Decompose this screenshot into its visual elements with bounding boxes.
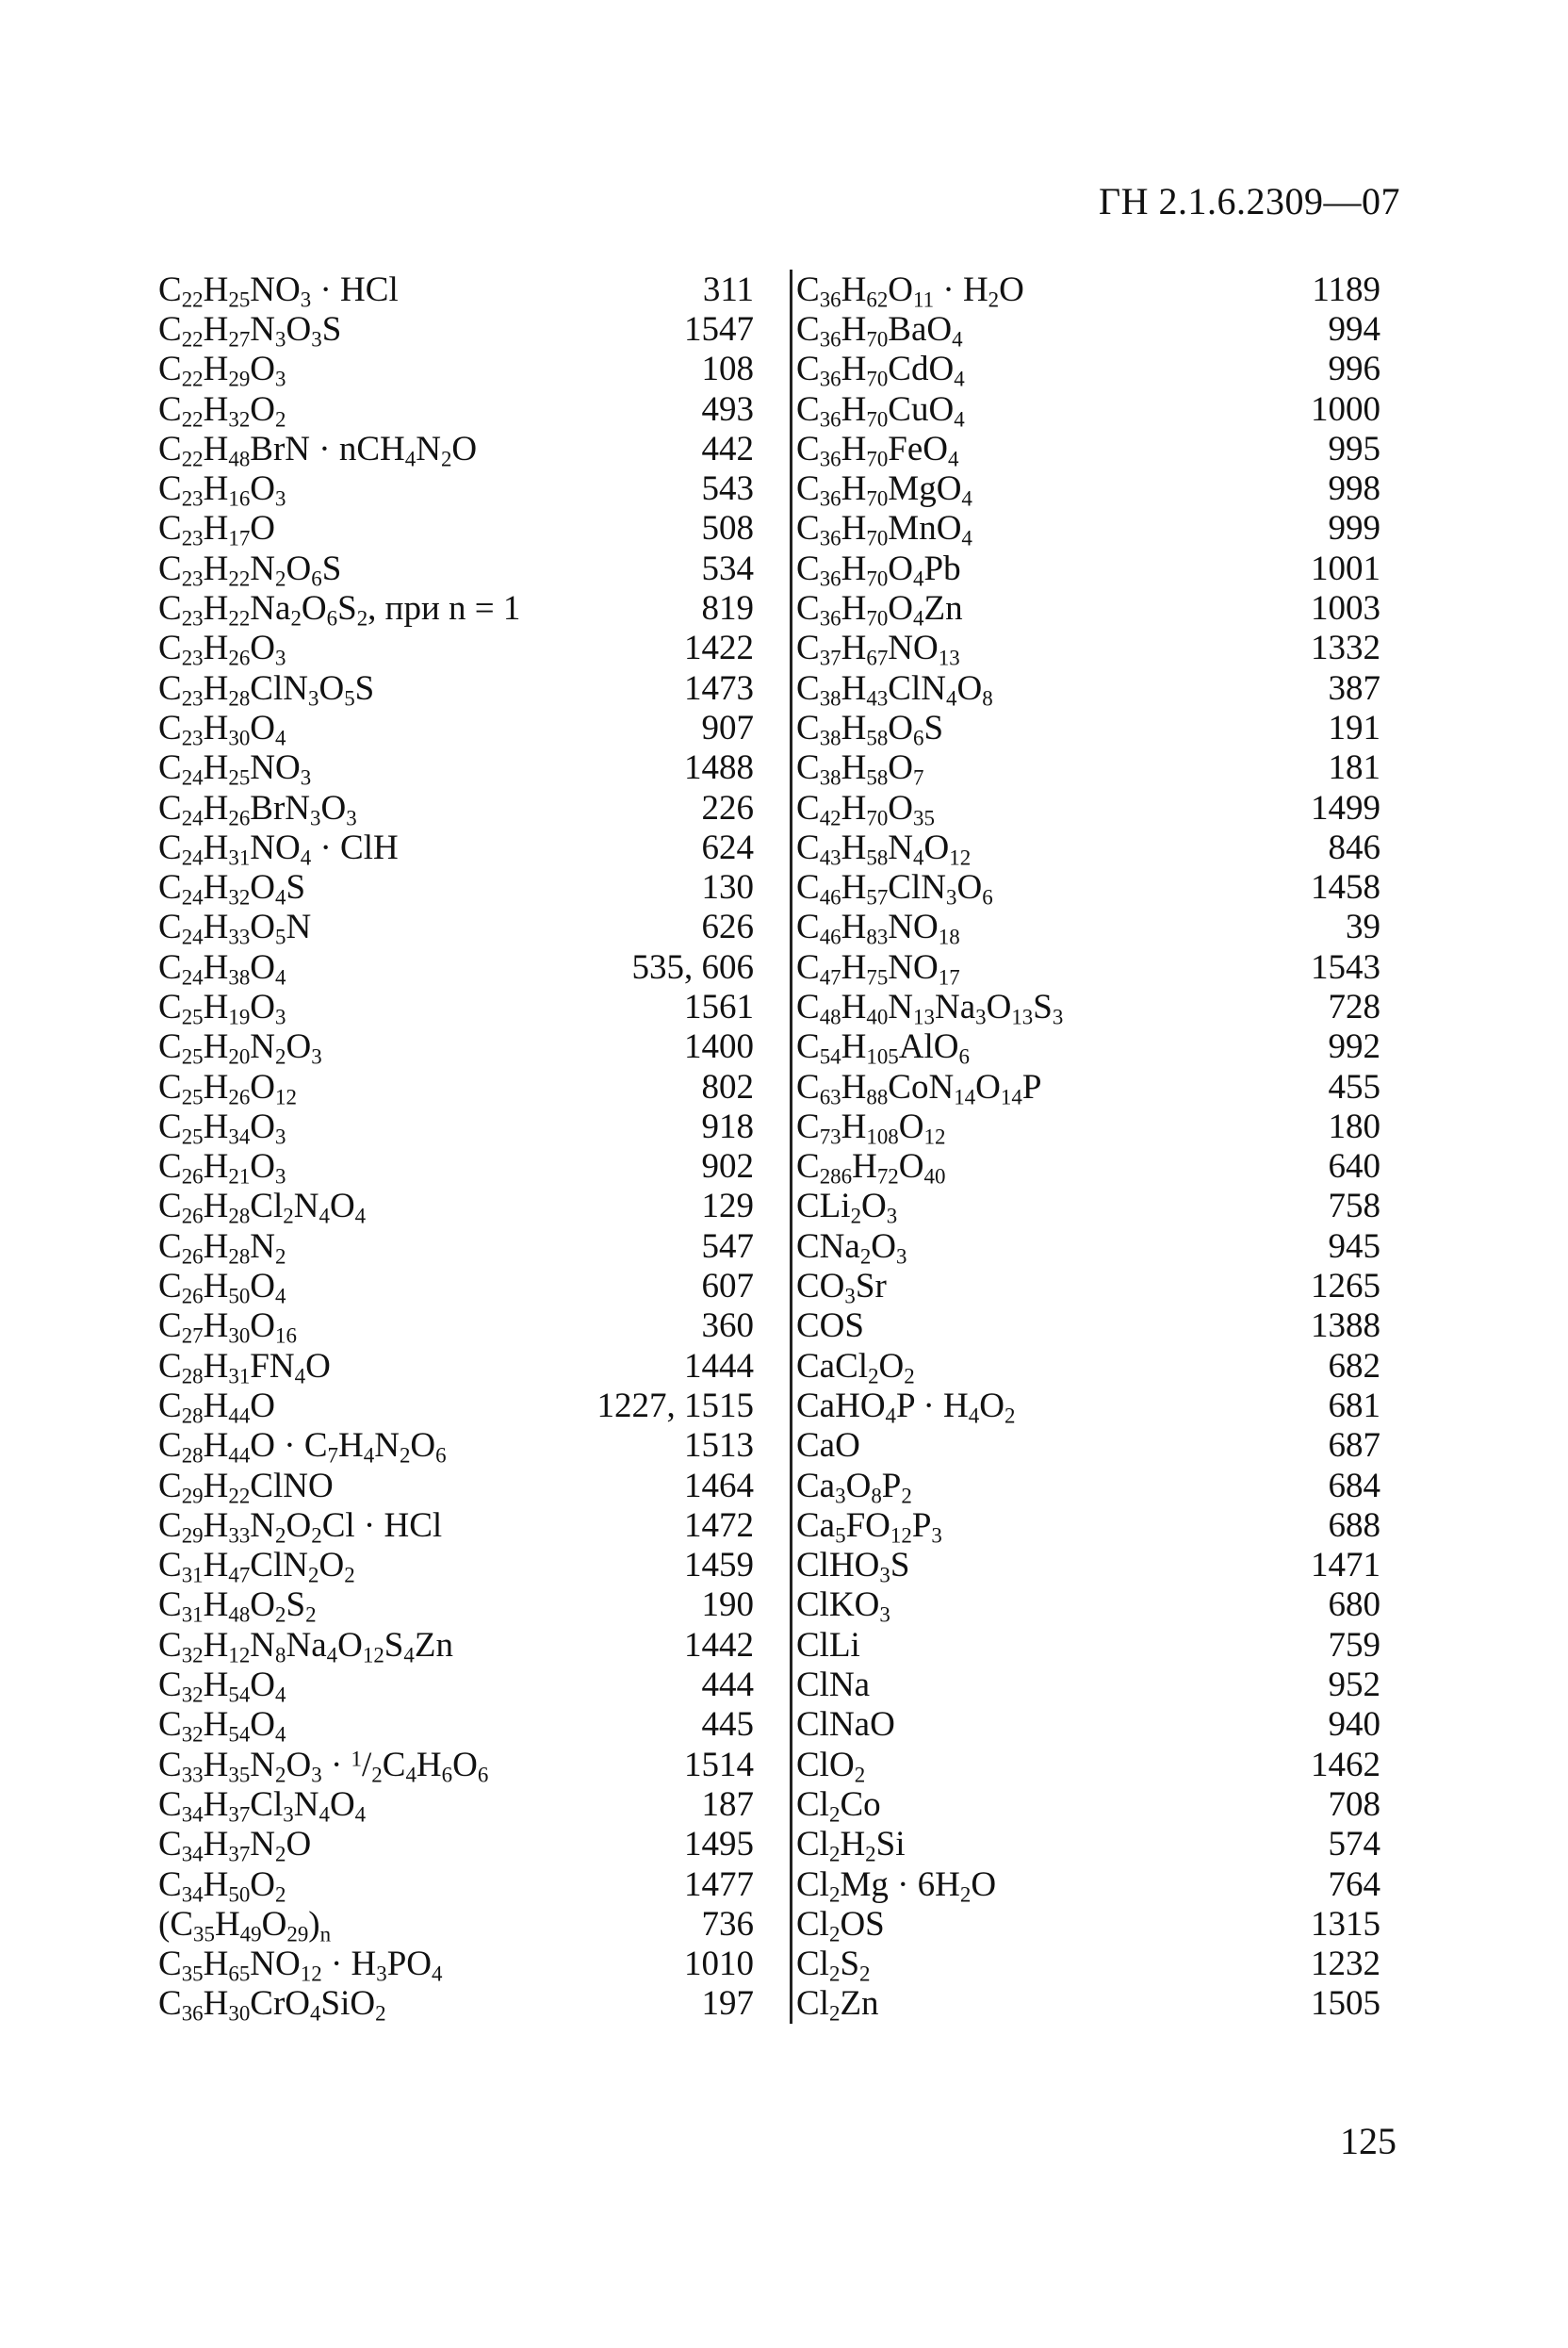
chemical-formula: $C_{26}H_{50}O_4$	[158, 1267, 286, 1308]
index-entry-row	[796, 1625, 1380, 1665]
index-entry-row	[158, 1426, 754, 1466]
chemical-formula: $C_{26}H_{28}N_2$	[158, 1226, 286, 1269]
index-entry-row	[796, 867, 1380, 910]
chemical-formula: $C_{36}H_{70}FeO_4$	[796, 429, 959, 471]
entry-number: 1444	[684, 1346, 754, 1386]
entry-number: 1477	[684, 1864, 754, 1904]
chemical-formula: $C_{36}H_{70}O_4Pb$	[796, 549, 961, 591]
index-entry-row	[796, 1226, 1380, 1269]
chemical-formula: $C_{22}H_{29}O_3$	[158, 350, 286, 391]
chemical-formula: $C_{26}H_{28}Cl_2N_4O_4$	[158, 1187, 367, 1228]
index-entry-row	[796, 588, 1380, 631]
chemical-formula: $C_{23}H_{17}O$	[158, 509, 276, 550]
index-entry-row	[796, 708, 1380, 750]
chemical-formula: $C_{27}H_{30}O_{16}$	[158, 1306, 297, 1348]
chemical-formula: $C_{47}H_{75}NO_{17}$	[796, 947, 960, 990]
chemical-formula: ClO$_2$	[796, 1745, 866, 1787]
index-entry-row	[158, 1825, 754, 1864]
chemical-formula: CaHO$_4$P · $H_4O_2$	[796, 1386, 1016, 1428]
chemical-formula: $C_{34}H_{37}Cl_3N_4O_4$	[158, 1784, 367, 1827]
entry-number: 681	[1328, 1386, 1380, 1425]
index-entry-row	[796, 1306, 1380, 1346]
entry-number: 802	[701, 1067, 754, 1107]
entry-number: 682	[1328, 1346, 1380, 1386]
chemical-formula: $C_{37}H_{67}NO_{13}$	[796, 629, 960, 670]
index-entry-row	[796, 1864, 1380, 1904]
index-entry-row	[796, 828, 1380, 870]
entry-number: 994	[1328, 309, 1380, 349]
entry-number: 846	[1328, 828, 1380, 867]
index-entry-row	[796, 1904, 1380, 1944]
chemical-formula: $C_{36}H_{70}CdO_4$	[796, 350, 965, 391]
entry-number: 1514	[684, 1745, 754, 1784]
chemical-formula: $C_{28}H_{44}O \cdot C_7H_4N_2O_6$	[158, 1426, 447, 1468]
index-entry-row	[158, 350, 754, 389]
chemical-formula: $C_{23}H_{22}N_2O_6S$	[158, 549, 342, 591]
index-entry-row	[158, 668, 754, 711]
chemical-formula: $CO_3Sr$	[796, 1267, 887, 1308]
index-entry-row	[796, 1944, 1380, 1986]
entry-number: 688	[1328, 1505, 1380, 1545]
index-entry-row	[158, 1187, 754, 1226]
index-entry-row	[796, 1585, 1380, 1625]
index-entry-row	[158, 629, 754, 668]
entry-number: 680	[1328, 1585, 1380, 1625]
chemical-formula: $C_{23}H_{30}O_4$	[158, 708, 286, 750]
index-entry-row	[796, 1266, 1380, 1308]
entry-number: 819	[701, 589, 754, 629]
entry-number: 1458	[1311, 868, 1380, 908]
chemical-formula: $C_{36}H_{70}CuO_4$	[796, 389, 965, 431]
chemical-formula: $C_{28}H_{44}O$	[158, 1386, 276, 1428]
chemical-formula: ClLi	[796, 1625, 860, 1665]
chemical-formula: $C_{31}H_{47}ClN_2O_2$	[158, 1546, 355, 1587]
index-entry-row	[158, 708, 754, 750]
entry-number: 945	[1328, 1226, 1380, 1266]
entry-number: 129	[701, 1187, 754, 1226]
chemical-formula: $C_{46}H_{57}ClN_3O_6$	[796, 868, 993, 910]
entry-number: 445	[701, 1705, 754, 1745]
chemical-formula: $C_{24}H_{31}NO_4$ · ClH	[158, 828, 399, 870]
chemical-formula: $C_{25}H_{34}O_3$	[158, 1107, 286, 1149]
chemical-formula: $C_{36}H_{70}O_4Zn$	[796, 589, 963, 631]
index-entry-row	[158, 1266, 754, 1308]
index-entry-row	[158, 1466, 754, 1505]
index-entry-row	[158, 987, 754, 1029]
index-entry-row	[796, 1745, 1380, 1787]
chemical-formula: $C_{29}H_{33}N_2O_2Cl$ · HCl	[158, 1505, 443, 1548]
chemical-formula: $C_{32}H_{54}O_4$	[158, 1705, 286, 1747]
entry-number: 311	[702, 270, 754, 309]
index-entry-row	[796, 1546, 1380, 1585]
chemical-formula: $Ca_5FO_{12}P_3$	[796, 1505, 942, 1548]
chemical-formula: $C_{22}H_{32}O_2$	[158, 389, 286, 431]
chemical-formula: $C_{36}H_{70}MnO_4$	[796, 509, 972, 550]
chemical-formula: CaO	[796, 1426, 860, 1466]
chemical-formula: $C_{38}H_{43}ClN_4O_8$	[796, 668, 993, 711]
index-entry-row	[796, 1426, 1380, 1466]
index-entry-row	[158, 1147, 754, 1187]
index-entry-row	[796, 1665, 1380, 1704]
index-entry-row	[796, 629, 1380, 668]
index-entry-row	[796, 1505, 1380, 1548]
entry-number: 574	[1328, 1825, 1380, 1864]
index-entry-row	[158, 1984, 754, 2024]
chemical-formula: ClNaO	[796, 1705, 895, 1745]
chemical-formula: $Ca_3O_8P_2$	[796, 1466, 912, 1507]
index-entry-row	[796, 1187, 1380, 1226]
index-entry-row	[158, 1386, 754, 1428]
entry-number: 607	[701, 1267, 754, 1306]
entry-number: 1471	[1311, 1546, 1380, 1585]
chemical-formula: $C_{22}H_{27}N_3O_3S$	[158, 309, 342, 352]
index-entry-row	[796, 1705, 1380, 1745]
entry-number: 190	[701, 1585, 754, 1625]
entry-number: 1472	[684, 1505, 754, 1545]
entry-number: 1232	[1311, 1945, 1380, 1984]
chemical-formula: $Cl_2OS$	[796, 1904, 885, 1946]
entry-number: 902	[701, 1147, 754, 1187]
chemical-formula: $Cl_2Mg \cdot 6H_2O$	[796, 1864, 997, 1906]
chemical-formula: $C_{31}H_{48}O_2S_2$	[158, 1585, 317, 1627]
entry-number: 181	[1328, 748, 1380, 788]
index-entry-row	[158, 1585, 754, 1625]
chemical-formula: $C_{33}H_{35}N_2O_3 \cdot ^1/_2C_4H_6O_6$	[158, 1745, 489, 1787]
index-entry-row	[158, 947, 754, 990]
chemical-formula: $C_{24}H_{38}O_4$	[158, 947, 286, 990]
chemical-formula: $C_{23}H_{28}ClN_3O_5S$	[158, 668, 375, 711]
index-entry-row	[796, 389, 1380, 429]
index-entry-row	[158, 1784, 754, 1827]
entry-number: 1513	[684, 1426, 754, 1466]
chemical-formula: $C_{32}H_{12}N_8Na_4O_{12}S_4Zn$	[158, 1625, 453, 1667]
index-entry-row	[796, 1346, 1380, 1386]
index-entry-row	[796, 908, 1380, 947]
entry-number: 736	[701, 1904, 754, 1944]
index-entry-row	[796, 1825, 1380, 1864]
index-entry-row	[158, 867, 754, 910]
chemical-formula: $C_{34}H_{50}O_2$	[158, 1864, 286, 1906]
chemical-formula: $CaCl_2O_2$	[796, 1346, 915, 1388]
entry-number: 547	[701, 1226, 754, 1266]
chemical-formula: $C_{54}H_{105}AlO_6$	[796, 1027, 970, 1069]
chemical-formula: $C_{36}H_{62}O_{11} \cdot H_2O$	[796, 270, 1024, 312]
entry-number: 995	[1328, 429, 1380, 468]
entry-number: 535, 606	[631, 947, 754, 987]
chemical-formula: $CNa_2O_3$	[796, 1226, 907, 1269]
entry-number: 197	[701, 1984, 754, 2024]
index-entry-row	[158, 1107, 754, 1149]
entry-number: 1495	[684, 1825, 754, 1864]
index-entry-row	[158, 1505, 754, 1548]
entry-number: 1459	[684, 1546, 754, 1585]
index-entry-row	[158, 1904, 754, 1944]
entry-number: 684	[1328, 1466, 1380, 1505]
index-entry-row	[796, 1984, 1380, 2024]
entry-number: 226	[701, 788, 754, 828]
entry-number: 1561	[684, 988, 754, 1026]
entry-number: 1332	[1311, 629, 1380, 668]
entry-number: 130	[701, 868, 754, 908]
entry-number: 1543	[1311, 947, 1380, 987]
index-entry-row	[796, 947, 1380, 990]
chemical-formula: $C_{29}H_{22}ClNO$	[158, 1466, 334, 1507]
entry-number: 952	[1328, 1666, 1380, 1705]
entry-number: 1464	[684, 1466, 754, 1505]
chemical-formula: $C_{34}H_{37}N_2O$	[158, 1825, 312, 1866]
index-entry-row	[796, 1784, 1380, 1827]
entry-number: 687	[1328, 1426, 1380, 1466]
chemical-formula: $C_{26}H_{21}O_3$	[158, 1147, 286, 1189]
chemical-formula: $C_{38}H_{58}O_6S$	[796, 708, 944, 750]
entry-number: 543	[701, 469, 754, 509]
index-entry-row	[796, 350, 1380, 389]
entry-number: 907	[701, 708, 754, 747]
index-entry-row	[796, 668, 1380, 711]
index-entry-row	[158, 1864, 754, 1904]
entry-number: 996	[1328, 350, 1380, 389]
entry-number: 1003	[1311, 589, 1380, 629]
entry-number: 758	[1328, 1187, 1380, 1226]
entry-number: 1388	[1311, 1306, 1380, 1346]
index-entry-row	[158, 429, 754, 471]
chemical-formula: $C_{286}H_{72}O_{40}$	[796, 1147, 946, 1189]
chemical-formula: $C_{42}H_{70}O_{35}$	[796, 788, 935, 829]
entry-number: 444	[701, 1666, 754, 1705]
chemical-formula: $C_{22}H_{48}BrN \cdot nCH_4N_2O$	[158, 429, 478, 471]
index-entry-row	[796, 788, 1380, 828]
entry-number: 728	[1328, 988, 1380, 1026]
entry-number: 1505	[1311, 1984, 1380, 2024]
entry-number: 992	[1328, 1027, 1380, 1067]
entry-number: 1547	[684, 309, 754, 349]
chemical-formula: $C_{22}H_{25}NO_3$ · HCl	[158, 270, 399, 312]
index-entry-row	[158, 1944, 754, 1986]
chemical-formula: $C_{23}H_{22}Na_2O_6S_2$, при n = 1	[158, 589, 521, 631]
index-entry-row	[158, 1067, 754, 1107]
index-entry-row	[158, 270, 754, 312]
chemical-formula: $C_{46}H_{83}NO_{18}$	[796, 908, 960, 949]
chemical-formula: $C_{38}H_{58}O_7$	[796, 748, 924, 790]
entry-number: 1422	[684, 629, 754, 668]
entry-number: 442	[701, 429, 754, 468]
index-entry-row	[796, 429, 1380, 471]
index-entry-row	[796, 509, 1380, 549]
index-entry-row	[158, 828, 754, 870]
entry-number: 508	[701, 509, 754, 549]
chemical-formula: $Cl_2Co$	[796, 1784, 881, 1827]
index-entry-row	[796, 1027, 1380, 1067]
document-code-header: ГН 2.1.6.2309—07	[1098, 180, 1400, 222]
entry-number: 180	[1328, 1107, 1380, 1146]
entry-number: 1000	[1311, 389, 1380, 429]
index-entry-row	[796, 1147, 1380, 1187]
entry-number: 708	[1328, 1784, 1380, 1824]
entry-number: 1473	[684, 668, 754, 708]
index-entry-row	[158, 908, 754, 947]
chemical-formula: $Cl_2H_2Si$	[796, 1825, 906, 1866]
index-entry-row	[796, 1067, 1380, 1107]
chemical-formula: ClNa	[796, 1666, 871, 1705]
index-entry-row	[796, 987, 1380, 1029]
entry-number: 1010	[684, 1945, 754, 1984]
chemical-formula: $C_{35}H_{65}NO_{12} \cdot H_3PO_4$	[158, 1945, 443, 1986]
index-entry-row	[158, 1306, 754, 1346]
entry-number: 759	[1328, 1625, 1380, 1665]
index-entry-row	[796, 549, 1380, 591]
index-entry-row	[796, 270, 1380, 312]
entry-number: 999	[1328, 509, 1380, 549]
chemical-formula: $C_{36}H_{70}MgO_4$	[796, 469, 972, 511]
entry-number: 1001	[1311, 549, 1380, 588]
index-entry-row	[158, 468, 754, 511]
index-entry-row	[158, 1705, 754, 1745]
index-entry-row	[158, 1625, 754, 1665]
chemical-formula: $Cl_2Zn$	[796, 1984, 879, 2026]
chemical-formula: $C_{43}H_{58}N_4O_{12}$	[796, 828, 972, 870]
chemical-formula: $C_{24}H_{26}BrN_3O_3$	[158, 788, 357, 829]
entry-number: 1189	[1312, 270, 1380, 309]
index-entry-row	[796, 468, 1380, 511]
entry-number: 493	[701, 389, 754, 429]
chemical-formula: $C_{32}H_{54}O_4$	[158, 1666, 286, 1707]
chemical-formula: $C_{25}H_{19}O_3$	[158, 988, 286, 1029]
formula-index-right-column	[790, 270, 1380, 2024]
chemical-formula: $C_{24}H_{33}O_5N$	[158, 908, 312, 949]
entry-number: 918	[701, 1107, 754, 1146]
chemical-formula: $C_{24}H_{25}NO_3$	[158, 748, 312, 790]
entry-number: 940	[1328, 1705, 1380, 1745]
index-entry-row	[158, 748, 754, 788]
entry-number: 191	[1328, 708, 1380, 747]
entry-number: 360	[701, 1306, 754, 1346]
chemical-formula: $C_{25}H_{20}N_2O_3$	[158, 1027, 322, 1069]
index-entry-row	[796, 1386, 1380, 1428]
entry-number: 998	[1328, 469, 1380, 509]
index-entry-row	[158, 1745, 754, 1787]
entry-number: 1462	[1311, 1745, 1380, 1784]
chemical-formula: $C_{24}H_{32}O_4S$	[158, 868, 306, 910]
chemical-formula: $C_{63}H_{88}CoN_{14}O_{14}P$	[796, 1067, 1042, 1109]
entry-number: 1315	[1311, 1904, 1380, 1944]
index-entry-row	[158, 509, 754, 549]
entry-number: 624	[701, 828, 754, 867]
chemical-formula: $C_{23}H_{26}O_3$	[158, 629, 286, 670]
chemical-formula: $C_{48}H_{40}N_{13}Na_3O_{13}S_3$	[796, 988, 1064, 1029]
chemical-formula: $C_{28}H_{31}FN_4O$	[158, 1346, 331, 1388]
index-entry-row	[158, 389, 754, 429]
chemical-formula: $C_{73}H_{108}O_{12}$	[796, 1107, 946, 1149]
index-entry-row	[158, 588, 754, 631]
entry-number: 387	[1328, 668, 1380, 708]
chemical-formula: $C_{36}H_{70}BaO_4$	[796, 309, 963, 352]
page-number: 125	[1340, 2120, 1396, 2162]
index-entry-row	[158, 1027, 754, 1067]
entry-number: 1227, 1515	[596, 1386, 754, 1425]
entry-number: 640	[1328, 1147, 1380, 1187]
entry-number: 455	[1328, 1067, 1380, 1107]
entry-number: 534	[701, 549, 754, 588]
index-entry-row	[158, 1346, 754, 1386]
chemical-formula: $CLi_2O_3$	[796, 1187, 898, 1228]
entry-number: 39	[1346, 908, 1380, 947]
entry-number: 108	[701, 350, 754, 389]
formula-index-left-column	[158, 270, 754, 2024]
index-entry-row	[796, 1107, 1380, 1149]
index-entry-row	[158, 549, 754, 591]
chemical-formula: $Cl_2S_2$	[796, 1945, 871, 1986]
index-entry-row	[158, 1226, 754, 1269]
index-entry-row	[158, 788, 754, 828]
chemical-formula: $C_{25}H_{26}O_{12}$	[158, 1067, 297, 1109]
chemical-formula: $(C_{35}H_{49}O_{29})_n$	[158, 1904, 332, 1946]
chemical-formula: ClKO$_3$	[796, 1585, 890, 1627]
index-entry-row	[158, 1546, 754, 1585]
index-entry-row	[796, 309, 1380, 352]
index-entry-row	[796, 748, 1380, 788]
chemical-formula: ClHO$_3$S	[796, 1546, 910, 1587]
entry-number: 1442	[684, 1625, 754, 1665]
entry-number: 187	[701, 1784, 754, 1824]
entry-number: 1499	[1311, 788, 1380, 828]
entry-number: 1265	[1311, 1267, 1380, 1306]
entry-number: 626	[701, 908, 754, 947]
entry-number: 1488	[684, 748, 754, 788]
index-entry-row	[796, 1466, 1380, 1505]
index-entry-row	[158, 1665, 754, 1707]
chemical-formula: $C_{23}H_{16}O_3$	[158, 469, 286, 511]
entry-number: 764	[1328, 1864, 1380, 1904]
entry-number: 1400	[684, 1027, 754, 1067]
index-entry-row	[158, 309, 754, 352]
chemical-formula: COS	[796, 1306, 864, 1346]
chemical-formula: $C_{36}H_{30}CrO_4SiO_2$	[158, 1984, 386, 2026]
